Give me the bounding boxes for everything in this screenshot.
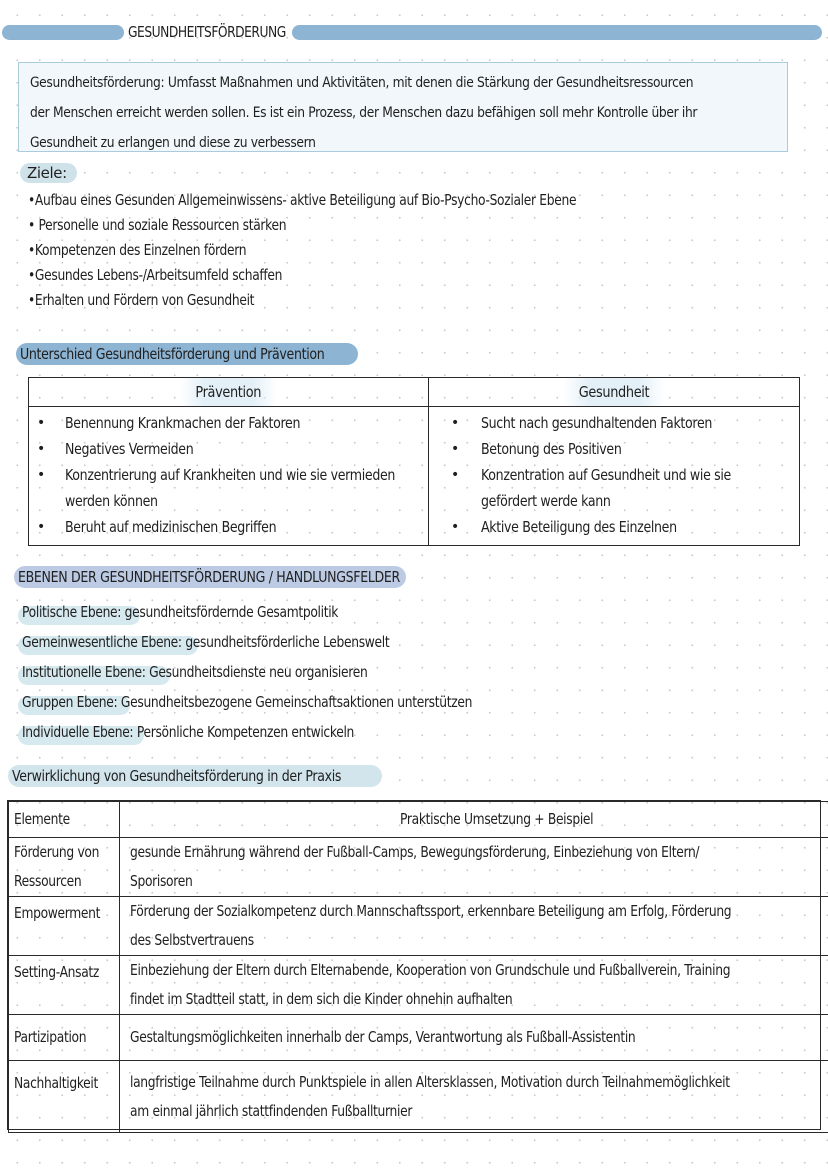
health-header: Gesundheit [429,378,799,407]
level-label: Gruppen Ebene: [22,693,118,711]
definition-line: Gesundheit zu erlangen und diese zu verbessern [30,135,316,151]
table-header-row [9,802,828,838]
level-text: gesundheitsfördernde Gesamtpolitik [121,603,339,621]
definition-line: der Menschen erreicht werden sollen. Es ist ein Prozess, der Menschen dazu befähigen soll mehr Kontrolle über ihr [30,105,698,121]
page-title: GESUNDHEITSFÖRDERUNG [128,23,286,41]
goals-heading: Ziele: [20,163,77,183]
practice-heading-text: Verwirklichung von Gesundheitsförderung in der Praxis [12,767,342,785]
goal-item: •Gesundes Lebens-/Arbeitsumfeld schaffen [28,266,283,284]
goal-item: • Personelle und soziale Ressourcen stärken [28,216,287,234]
level-text: Persönliche Kompetenzen entwickeln [133,723,355,741]
health-list [429,407,799,540]
level-label: Institutionelle Ebene: [22,663,146,681]
bullet-icon: • [451,441,459,457]
banner-bar-left [2,25,124,40]
list-item: • Sucht nach gesundhaltenden Faktoren [429,410,799,436]
column-header-elements: Elemente [9,802,120,838]
list-item-continuation: werden können [65,492,158,510]
definition-line: Gesundheitsförderung: Umfasst Maßnahmen und Aktivitäten, mit denen die Stärkung der Gesundheitsressourcen [30,75,694,91]
comparison-table [28,377,800,546]
level-item [22,597,571,627]
bullet-icon: • [451,467,459,483]
column-header-implementation: Praktische Umsetzung + Beispiel [120,802,828,838]
bullet-icon: • [37,441,45,457]
element-cell: Setting-Ansatz [9,956,120,1015]
practice-table [7,800,821,1130]
list-item: • Konzentration auf Gesundheit und wie sie [429,462,799,488]
levels-heading [14,566,406,588]
levels-heading-text: EBENEN DER GESUNDHEITSFÖRDERUNG / HANDLUNGSFELDER [18,568,400,586]
list-item: • Beruht auf medizinischen Begriffen [29,514,428,540]
element-cell: Empowerment [9,897,120,956]
list-item: • Aktive Beteiligung des Einzelnen [429,514,799,540]
example-cell: gesunde Ernährung während der Fußball-Camps, Bewegungsförderung, Einbeziehung von Eltern/ Sporisoren [120,838,828,897]
level-label: Individuelle Ebene: [22,723,134,741]
goals-list [28,188,697,313]
bullet-icon: • [37,519,45,535]
level-text: gesundheitsförderliche Lebenswelt [181,633,390,651]
element-cell: Nachhaltigkeit [9,1061,120,1133]
element-cell: Förderung von Ressourcen [9,838,120,897]
comparison-heading-text: Unterschied Gesundheitsförderung und Prävention [20,345,325,363]
level-item [22,657,571,687]
levels-list [22,597,571,747]
bullet-icon: • [37,415,45,431]
health-column [429,378,799,545]
bullet-icon: • [451,415,459,431]
level-item [22,627,571,657]
level-label: Politische Ebene: [22,603,122,621]
prevention-header: Prävention [29,378,428,407]
bullet-icon: • [37,467,45,483]
title-banner [0,22,828,44]
list-item: • Betonung des Positiven [429,436,799,462]
goal-item: •Kompetenzen des Einzelnen fördern [28,241,247,259]
example-cell: langfristige Teilnahme durch Punktspiele in allen Altersklassen, Motivation durch Teilnahmemöglichkeit am einmal jährlich stattfindenden Fußballturnier [120,1061,828,1133]
element-cell: Partizipation [9,1015,120,1061]
list-item: • Konzentrierung auf Krankheiten und wie sie vermieden [29,462,428,488]
goal-item: •Erhalten und Fördern von Gesundheit [28,291,255,309]
level-label: Gemeinwesentliche Ebene: [22,633,182,651]
goal-item: •Aufbau eines Gesunden Allgemeinwissens- aktive Beteiligung auf Bio-Psycho-Sozialer Ebene [28,191,577,209]
level-item [22,717,571,747]
example-cell: Förderung der Sozialkompetenz durch Mannschaftssport, erkennbare Beteiligung am Erfolg, Förderung des Selbstvertrauens [120,897,828,956]
definition-box [18,62,788,152]
table-row [9,956,828,1015]
practice-heading [8,765,382,787]
comparison-heading [16,343,358,365]
bullet-icon: • [451,519,459,535]
example-cell: Einbeziehung der Eltern durch Elternabende, Kooperation von Grundschule und Fußballverein, Training findet im Stadtteil statt, in dem sich die Kinder ohnehin aufhalten [120,956,828,1015]
prevention-list [29,407,428,540]
level-text: Gesundheitsbezogene Gemeinschaftsaktionen unterstützen [117,693,473,711]
list-item: • Benennung Krankmachen der Faktoren [29,410,428,436]
level-item [22,687,571,717]
example-cell: Gestaltungsmöglichkeiten innerhalb der Camps, Verantwortung als Fußball-Assistentin [120,1015,828,1061]
table-row [9,838,828,897]
list-item: • Negatives Vermeiden [29,436,428,462]
banner-bar-right [292,25,822,40]
list-item-continuation: gefördert werde kann [481,492,611,510]
table-row [9,1015,828,1061]
table-row [9,1061,828,1133]
level-text: Gesundheitsdienste neu organisieren [145,663,368,681]
prevention-column [29,378,429,545]
table-row [9,897,828,956]
